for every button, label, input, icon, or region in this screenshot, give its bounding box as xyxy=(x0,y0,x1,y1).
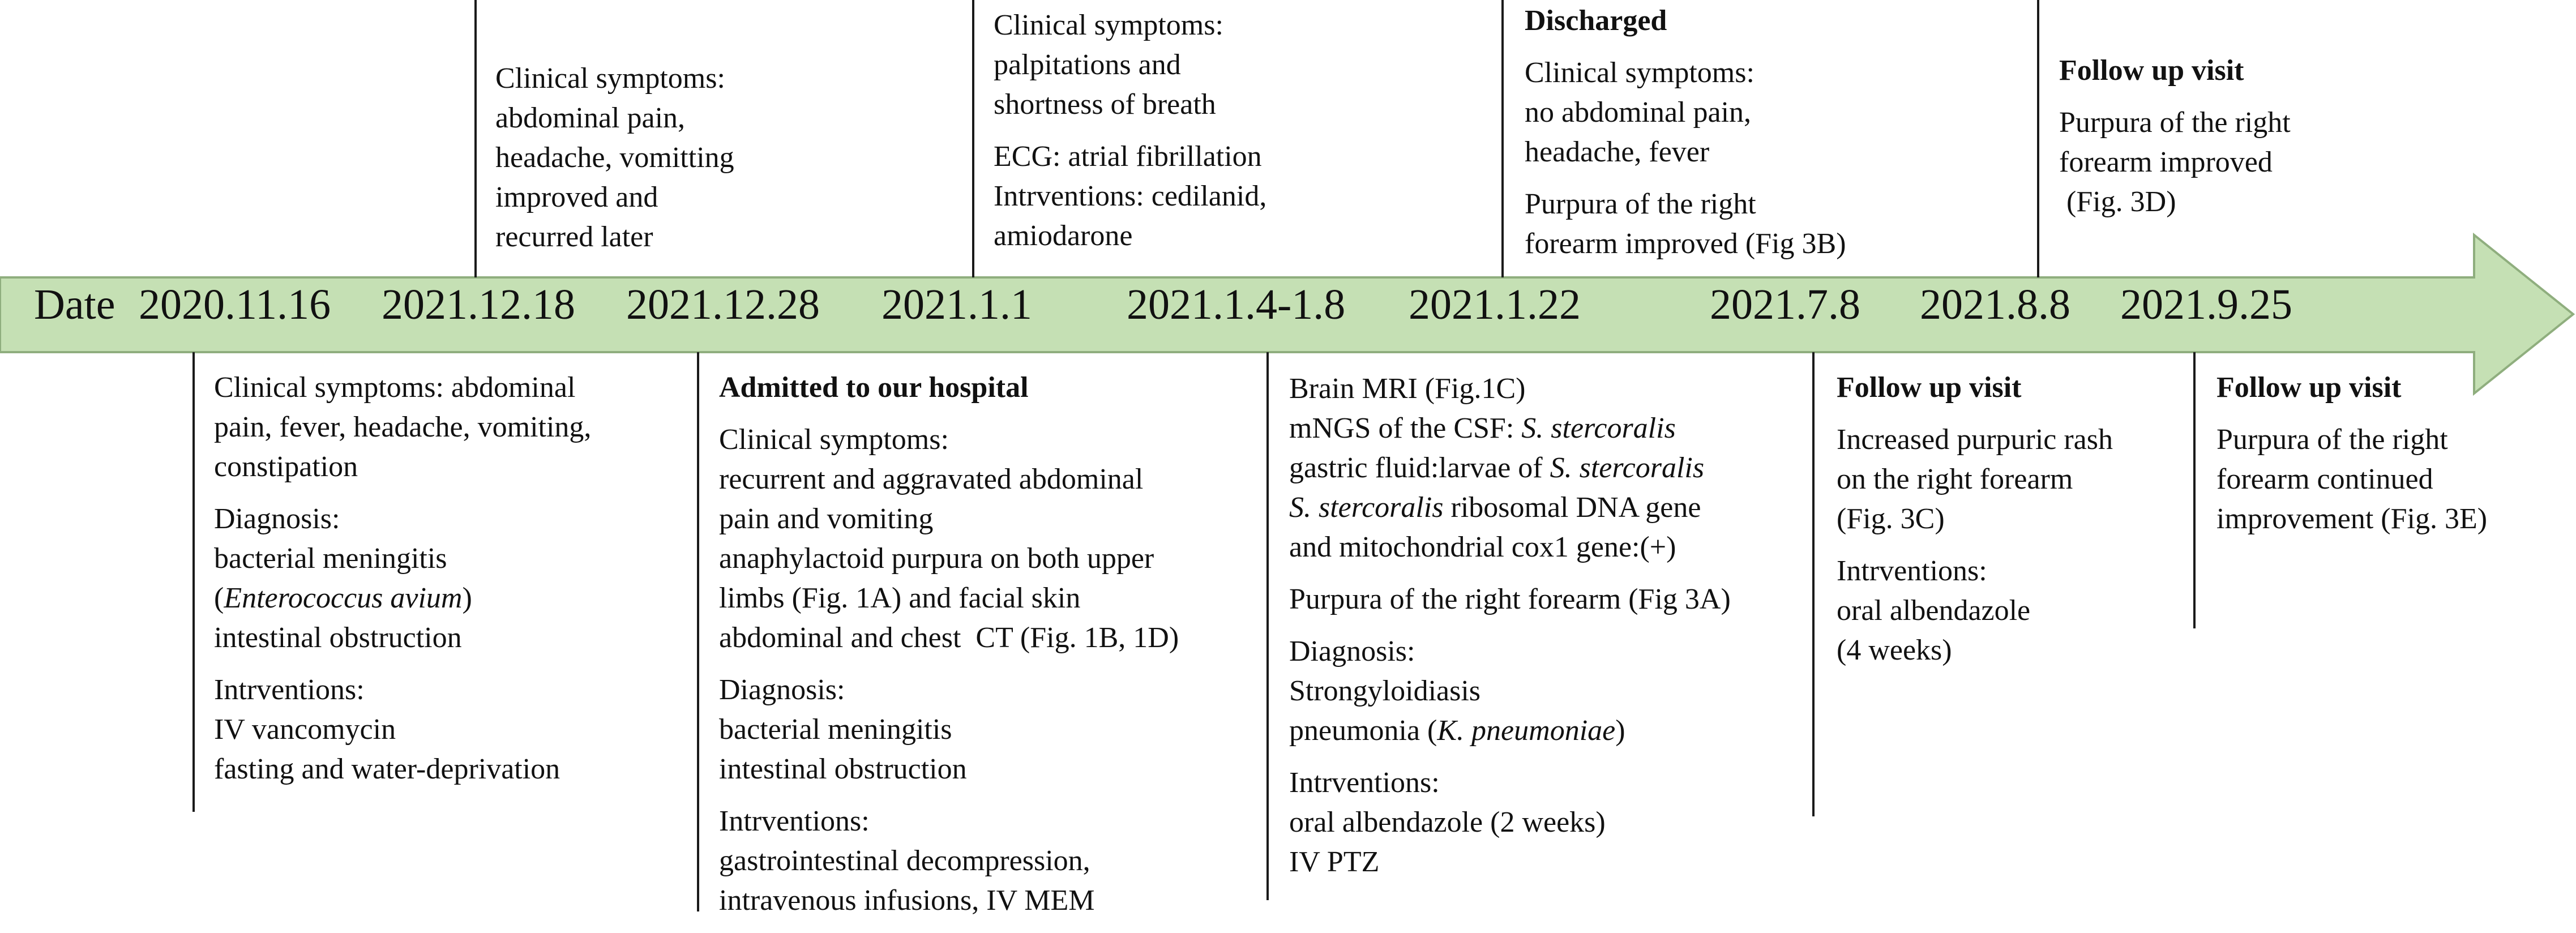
event-text: improved and xyxy=(495,181,658,213)
event-text: gastrointestinal decompression, xyxy=(719,845,1090,877)
date-label: 2021.1.22 xyxy=(1409,281,1581,328)
event-text: on the right forearm xyxy=(1837,463,2073,495)
event-text: palpitations and xyxy=(994,49,1181,81)
event-text: Intrventions: xyxy=(1837,555,1987,587)
event-text: Clinical symptoms: xyxy=(495,62,725,95)
event-text: abdominal pain, xyxy=(495,102,686,134)
event-text: Increased purpuric rash xyxy=(1837,423,2113,456)
connector-line xyxy=(1266,352,1269,900)
date-label: 2021.1.4-1.8 xyxy=(1127,281,1346,328)
event-text: Clinical symptoms: xyxy=(1525,57,1755,89)
connector-line xyxy=(192,352,195,812)
event-heading: Follow up visit xyxy=(1837,371,2022,404)
event-text: Intrventions: xyxy=(719,805,870,837)
connector-line xyxy=(2037,0,2039,277)
event-text-mixed: pneumonia (K. pneumoniae) xyxy=(1289,714,1625,747)
event-text: IV PTZ xyxy=(1289,846,1380,878)
event-text: Purpura of the right xyxy=(1525,188,1756,220)
event-text: intestinal obstruction xyxy=(214,622,462,654)
event-text: Intrventions: cedilanid, xyxy=(994,180,1267,212)
event-text: (4 weeks) xyxy=(1837,634,1952,666)
event-text-mixed: mNGS of the CSF: S. stercoralis xyxy=(1289,412,1676,444)
event-text: bacterial meningitis xyxy=(719,713,952,746)
event-text: improvement (Fig. 3E) xyxy=(2216,503,2488,535)
event-text: Brain MRI (Fig.1C) xyxy=(1289,373,1526,405)
event-text: IV vancomycin xyxy=(214,713,396,746)
event-heading: Follow up visit xyxy=(2216,371,2402,404)
event-heading: Discharged xyxy=(1525,5,1667,37)
event-text: recurred later xyxy=(495,221,653,253)
event-text: recurrent and aggravated abdominal xyxy=(719,463,1144,495)
event-text: no abdominal pain, xyxy=(1525,96,1752,129)
event-box-2021-1-1 xyxy=(994,6,1266,268)
event-text: abdominal and chest CT (Fig. 1B, 1D) xyxy=(719,622,1179,654)
event-text: (Fig. 3D) xyxy=(2059,186,2176,218)
event-text: Diagnosis: xyxy=(214,503,340,535)
event-text: shortness of breath xyxy=(994,88,1216,121)
connector-line xyxy=(972,0,974,277)
event-box-2021-12-18 xyxy=(495,59,734,269)
date-label: 2021.8.8 xyxy=(1920,281,2070,328)
event-text: oral albendazole (2 weeks) xyxy=(1289,806,1606,838)
event-text: Purpura of the right xyxy=(2059,106,2291,139)
event-box-2021-8-8 xyxy=(2059,51,2291,234)
event-text: pain and vomiting xyxy=(719,503,934,535)
event-text: amiodarone xyxy=(994,220,1133,252)
event-text: forearm continued xyxy=(2216,463,2433,495)
event-box-discharged xyxy=(1525,1,1846,276)
event-text: headache, vomitting xyxy=(495,142,734,174)
event-text: (Fig. 3C) xyxy=(1837,503,1945,535)
event-text: Intrventions: xyxy=(214,674,365,706)
date-label: 2021.1.1 xyxy=(882,281,1032,328)
date-label: 2021.7.8 xyxy=(1710,281,1860,328)
event-text: oral albendazole xyxy=(1837,594,2031,627)
event-text: fasting and water-deprivation xyxy=(214,753,560,785)
event-text: headache, fever xyxy=(1525,136,1710,168)
event-text: forearm improved xyxy=(2059,146,2273,178)
event-heading: Admitted to our hospital xyxy=(719,371,1029,404)
event-box-2021-7-8 xyxy=(1837,368,2113,683)
event-text: and mitochondrial cox1 gene:(+) xyxy=(1289,531,1676,563)
connector-line xyxy=(474,0,477,277)
event-box-2020-11-16 xyxy=(214,368,591,802)
event-text: Intrventions: xyxy=(1289,767,1440,799)
event-text-mixed: gastric fluid:larvae of S. stercoralis xyxy=(1289,452,1705,484)
event-text: bacterial meningitis xyxy=(214,542,447,575)
connector-line xyxy=(1812,352,1815,816)
event-text: ECG: atrial fibrillation xyxy=(994,140,1262,173)
date-label: 2021.9.25 xyxy=(2120,281,2292,328)
event-text: forearm improved (Fig 3B) xyxy=(1525,228,1846,260)
event-text-mixed: S. stercoralis ribosomal DNA gene xyxy=(1289,491,1701,524)
connector-line xyxy=(1501,0,1504,277)
event-text: pain, fever, headache, vomiting, xyxy=(214,411,592,443)
event-heading: Follow up visit xyxy=(2059,54,2244,87)
event-text: anaphylactoid purpura on both upper xyxy=(719,542,1154,575)
event-box-admitted xyxy=(719,368,1179,933)
event-box-2021-1-4 xyxy=(1289,369,1731,895)
connector-line xyxy=(697,352,699,911)
event-text: limbs (Fig. 1A) and facial skin xyxy=(719,582,1081,614)
event-text: constipation xyxy=(214,451,358,483)
timeline-axis-label: Date xyxy=(34,281,115,328)
event-text: intestinal obstruction xyxy=(719,753,967,785)
event-text: Clinical symptoms: xyxy=(719,423,949,456)
event-text: Clinical symptoms: xyxy=(994,9,1223,41)
event-text: Diagnosis: xyxy=(1289,635,1415,667)
date-label: 2020.11.16 xyxy=(139,281,331,328)
event-text: Strongyloidiasis xyxy=(1289,675,1481,707)
event-text-mixed: (Enterococcus avium) xyxy=(214,582,472,614)
event-text: Clinical symptoms: abdominal xyxy=(214,371,576,404)
event-text: Purpura of the right xyxy=(2216,423,2448,456)
event-text: intravenous infusions, IV MEM xyxy=(719,884,1095,917)
event-text: Diagnosis: xyxy=(719,674,845,706)
event-text: Purpura of the right forearm (Fig 3A) xyxy=(1289,583,1731,615)
date-label: 2021.12.18 xyxy=(382,281,575,328)
event-box-2021-9-25 xyxy=(2216,368,2487,551)
date-label: 2021.12.28 xyxy=(626,281,820,328)
connector-line xyxy=(2193,352,2196,628)
